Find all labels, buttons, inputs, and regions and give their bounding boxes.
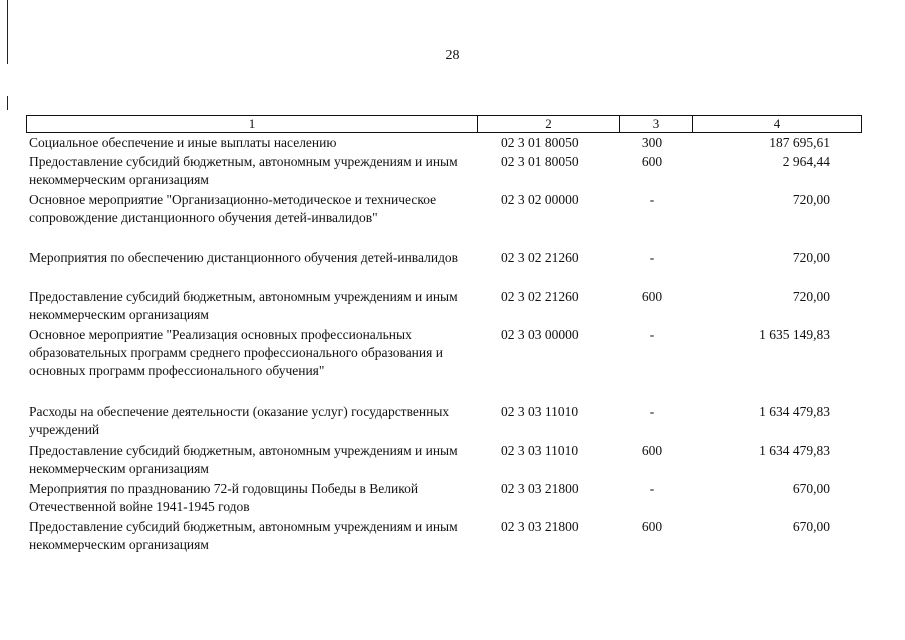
row-amount: 187 695,61 — [769, 135, 830, 150]
row-code: 02 3 03 11010 — [501, 443, 579, 458]
column-header: 3 — [652, 116, 660, 131]
row-code: 02 3 03 21800 — [501, 481, 579, 496]
row-type: 600 — [641, 154, 663, 169]
row-type: - — [649, 404, 655, 419]
row-type: - — [649, 250, 655, 265]
row-name: Предоставление субсидий бюджетным, автономным учреждениям и иным некоммерческим организациям — [29, 289, 458, 322]
row-amount: 1 634 479,83 — [759, 404, 830, 419]
row-name: Мероприятия по празднованию 72-й годовщины Победы в Великой Отечественной войне 1941-1945 годов — [29, 481, 419, 514]
row-amount: 670,00 — [792, 519, 830, 534]
row-type: 600 — [641, 289, 663, 304]
row-amount: 670,00 — [792, 481, 830, 496]
row-type: 600 — [641, 519, 663, 534]
row-type: 600 — [641, 443, 663, 458]
margin-line — [7, 96, 8, 110]
row-type: - — [649, 327, 655, 342]
row-name: Основное мероприятие "Организационно-методическое и техническое сопровождение дистанционного обучения детей-инвалидов" — [29, 192, 437, 225]
row-type: - — [649, 481, 655, 496]
row-name: Мероприятия по обеспечению дистанционного обучения детей-инвалидов — [29, 250, 459, 265]
row-name: Предоставление субсидий бюджетным, автономным учреждениям и иным некоммерческим организациям — [29, 519, 458, 552]
row-name: Предоставление субсидий бюджетным, автономным учреждениям и иным некоммерческим организациям — [29, 443, 458, 476]
row-code: 02 3 02 21260 — [501, 250, 579, 265]
row-type: 300 — [641, 135, 663, 150]
row-name: Социальное обеспечение и иные выплаты населению — [29, 135, 337, 150]
row-code: 02 3 02 00000 — [501, 192, 579, 207]
column-header: 2 — [545, 116, 552, 131]
row-code: 02 3 01 80050 — [501, 154, 579, 169]
row-type: - — [649, 192, 655, 207]
table-header — [26, 115, 862, 133]
row-name: Расходы на обеспечение деятельности (оказание услуг) государственных учреждений — [29, 404, 450, 437]
row-code: 02 3 01 80050 — [501, 135, 579, 150]
page-number: 28 — [445, 48, 460, 63]
row-name: Основное мероприятие "Реализация основных профессиональных образовательных программ среднего профессионального образования и основных программ профессионального обучения" — [29, 327, 443, 378]
column-header: 1 — [248, 116, 256, 131]
row-code: 02 3 03 00000 — [501, 327, 579, 342]
row-amount: 720,00 — [792, 192, 830, 207]
row-amount: 720,00 — [792, 289, 830, 304]
row-amount: 1 635 149,83 — [759, 327, 830, 342]
row-amount: 720,00 — [792, 250, 830, 265]
row-code: 02 3 02 21260 — [501, 289, 579, 304]
column-header: 4 — [773, 116, 781, 131]
row-name: Предоставление субсидий бюджетным, автономным учреждениям и иным некоммерческим организациям — [29, 154, 458, 187]
row-code: 02 3 03 21800 — [501, 519, 579, 534]
row-code: 02 3 03 11010 — [501, 404, 579, 419]
row-amount: 2 964,44 — [782, 154, 830, 169]
row-amount: 1 634 479,83 — [759, 443, 830, 458]
